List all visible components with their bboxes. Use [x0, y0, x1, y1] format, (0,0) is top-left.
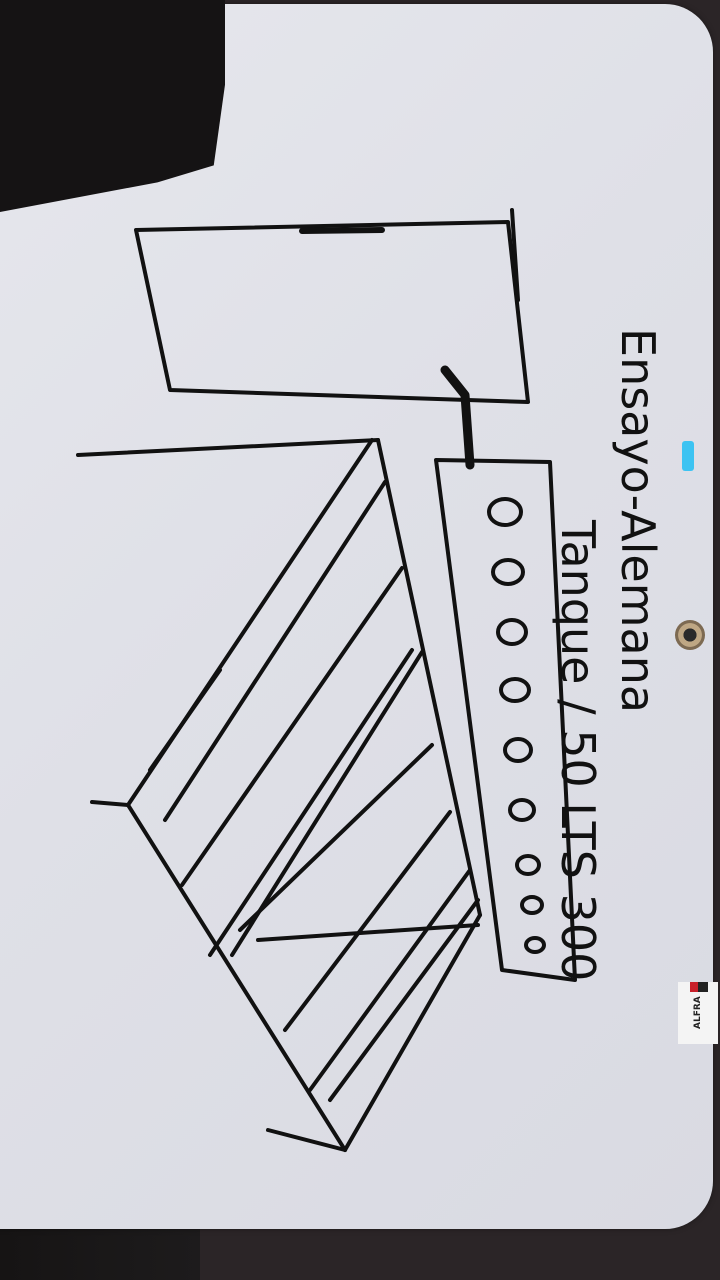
frame-top-line [78, 440, 378, 455]
hatch-line-5 [240, 745, 432, 930]
hatch-line-6 [285, 812, 450, 1030]
hatch-line-7 [310, 870, 470, 1090]
collector-circle [493, 560, 523, 584]
collector-circle [526, 938, 544, 952]
frame-base-line [128, 805, 345, 1150]
handwritten-subtitle: Tanque / 50 LTS 300 [551, 520, 605, 982]
collector-circle [498, 620, 526, 644]
collector-circle [517, 856, 539, 874]
collector-circle [501, 679, 529, 701]
brand-logo-text: ALFRA [693, 996, 703, 1030]
hatch-line-2 [182, 568, 402, 885]
frame-left-stub [92, 802, 128, 805]
hatch-line-1 [165, 482, 385, 820]
collector-circles [489, 499, 544, 952]
frame-crossbar [258, 925, 478, 940]
connector-pipe [445, 370, 470, 465]
tank-cap [302, 230, 382, 231]
collector-circle [522, 897, 542, 913]
handwritten-title: Ensayo-Alemana [611, 328, 665, 714]
tank-rectangle-outline [136, 222, 528, 402]
collector-circle [505, 739, 531, 761]
collector-circle [489, 499, 521, 525]
collector-circle [510, 800, 534, 820]
